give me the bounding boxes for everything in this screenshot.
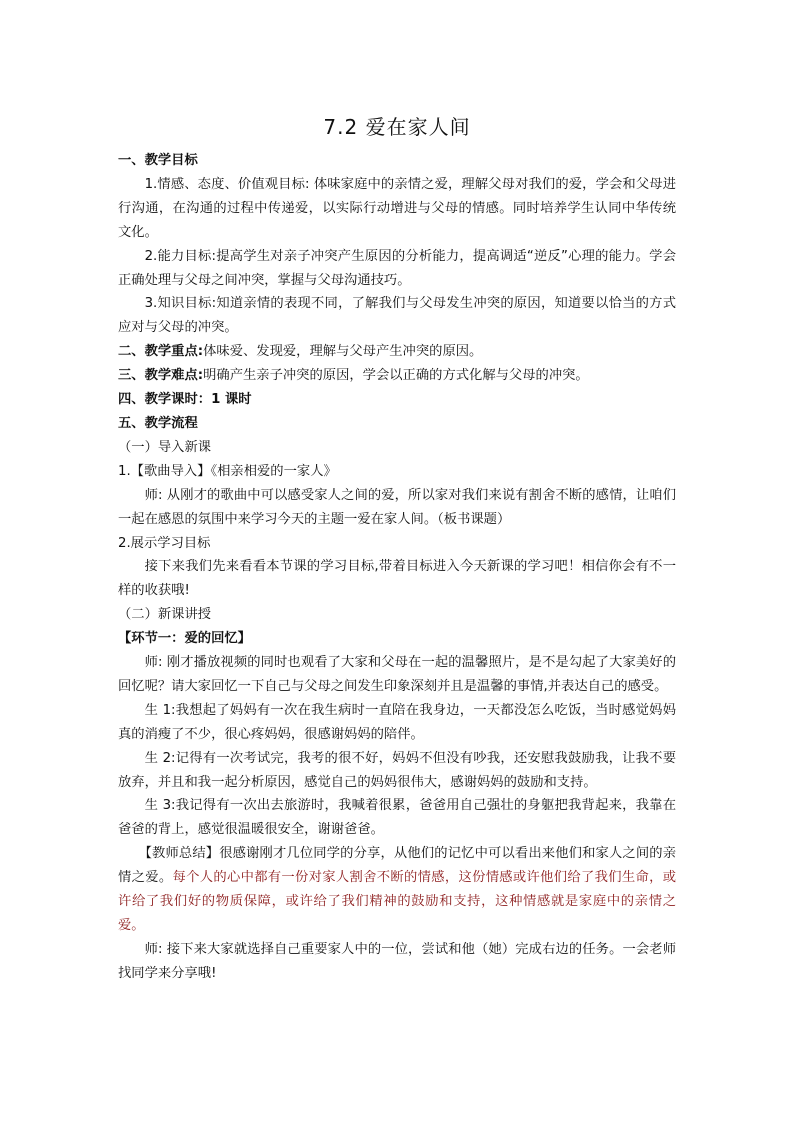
teacher-summary-lead: 【教师总结】很感谢刚才几位同学的分享，从他们的记忆中可以看出来他们和家人之间的亲情之爱。 <box>118 846 676 886</box>
section-key-points <box>118 340 676 364</box>
subsection-new-lesson: （二）新课讲授 <box>118 607 212 623</box>
student-answer-2: 生 2:记得有一次考试完，我考的很不好，妈妈不但没有吵我，还安慰我鼓励我，让我不要放弃，并且和我一起分析原因，感觉自己的妈妈很伟大，感谢妈妈的鼓励和支持。 <box>118 750 676 790</box>
subsection-intro: （一）导入新课 <box>118 439 212 455</box>
key-points-label: 二、教学重点: <box>118 344 204 360</box>
item-show-goals: 2.展示学习目标 <box>118 535 211 551</box>
section-class-hours: 四、教学课时：1 课时 <box>118 392 252 408</box>
objective-emotion: 1.情感、态度、价值观目标: 体味家庭中的亲情之爱，理解父母对我们的爱，学会和父母进行沟通，在沟通的过程中传递爱，以实际行动增进与父母的情感。同时培养学生认同中华传统文化。 <box>118 176 676 240</box>
student-answer-3: 生 3:我记得有一次出去旅游时，我喊着很累，爸爸用自己强壮的身躯把我背起来，我靠在爸爸的背上，感觉很温暖很安全，谢谢爸爸。 <box>118 798 676 838</box>
student-answer-1: 生 1:我想起了妈妈有一次在我生病时一直陪在我身边，一天都没怎么吃饭，当时感觉妈妈真的消瘦了不少，很心疼妈妈，很感谢妈妈的陪伴。 <box>118 702 676 742</box>
difficult-points-text: 明确产生亲子冲突的原因，学会以正确的方式化解与父母的冲突。 <box>203 368 589 384</box>
section-teaching-process: 五、教学流程 <box>118 415 198 431</box>
section-heading-objectives: 一、教学目标 <box>118 153 198 168</box>
section-difficult-points <box>118 364 676 388</box>
teacher-prompt: 师: 刚才播放视频的同时也观看了大家和父母在一起的温馨照片，是不是勾起了大家美好的回忆呢？请大家回忆一下自己与父母之间发生印象深刻并且是温馨的事情,并表达自己的感受。 <box>118 655 676 694</box>
teacher-summary-highlight: 每个人的心中都有一份对家人割舍不断的情感，这份情感或许他们给了我们生命，或许给了我们好的物质保障，或许给了我们精神的鼓励和支持，这种情感就是家庭中的亲情之爱。 <box>118 870 677 933</box>
link-one-heading: 【环节一：爱的回忆】 <box>118 631 251 647</box>
page-title: 7.2 爱在家人间 <box>323 115 471 139</box>
item-song-intro: 1.【歌曲导入】《相亲相爱的一家人》 <box>118 463 337 479</box>
teacher-task-instruction: 师: 接下来大家就选择自己重要家人中的一位，尝试和他（她）完成右边的任务。一会老师找同学来分享哦! <box>118 941 676 981</box>
difficult-points-label: 三、教学难点: <box>118 368 204 384</box>
objective-ability: 2.能力目标:提高学生对亲子冲突产生原因的分析能力，提高调适“逆反”心理的能力。学会正确处理与父母之间冲突，掌握与父母沟通技巧。 <box>118 248 676 288</box>
objective-knowledge: 3.知识目标:知道亲情的表现不同，了解我们与父母发生冲突的原因，知道要以恰当的方式应对与父母的冲突。 <box>118 296 676 336</box>
teacher-intro-text: 师: 从刚才的歌曲中可以感受家人之间的爱，所以家对我们来说有割舍不断的感情，让咱们一起在感恩的氛围中来学习今天的主题一爱在家人间。（板书课题） <box>118 487 676 527</box>
teacher-summary <box>118 842 676 938</box>
show-goals-text: 接下来我们先来看看本节课的学习目标,带着目标进入今天新课的学习吧！相信你会有不一样的收获哦! <box>118 559 676 599</box>
key-points-text: 体味爱、发现爱，理解与父母产生冲突的原因。 <box>203 344 483 360</box>
document-body <box>118 149 676 986</box>
